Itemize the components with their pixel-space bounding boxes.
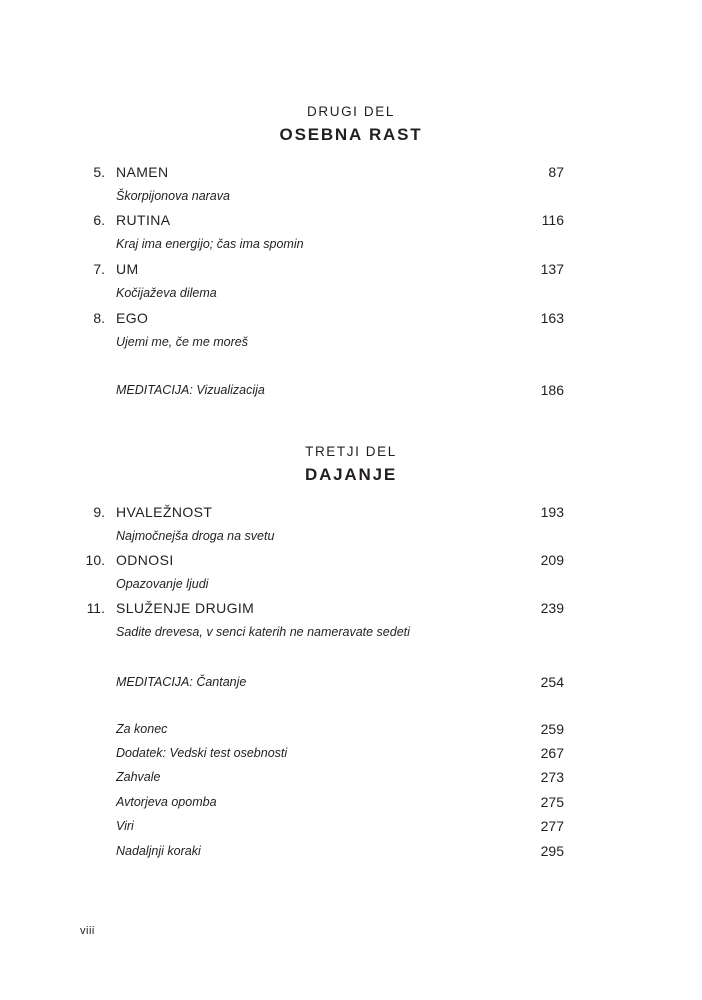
chapter-number: 6. xyxy=(93,212,105,228)
chapter-subtitle: Opazovanje ljudi xyxy=(116,577,209,591)
chapter-title[interactable]: UM xyxy=(116,261,139,277)
back-matter-title[interactable]: Viri xyxy=(116,819,134,833)
back-matter-page: 259 xyxy=(540,721,564,737)
back-matter-page: 295 xyxy=(540,843,564,859)
chapter-subtitle: Ujemi me, če me moreš xyxy=(116,335,248,349)
chapter-page: 116 xyxy=(541,212,564,228)
chapter-page: 239 xyxy=(540,600,564,616)
chapter-number: 8. xyxy=(93,310,105,326)
chapter-title[interactable]: NAMEN xyxy=(116,164,169,180)
chapter-page: 163 xyxy=(540,310,564,326)
chapter-number: 5. xyxy=(93,164,105,180)
chapter-number: 7. xyxy=(93,261,105,277)
chapter-subtitle: Škorpijonova narava xyxy=(116,189,230,203)
part-label: DRUGI DEL xyxy=(307,104,395,119)
back-matter-page: 275 xyxy=(540,794,564,810)
chapter-subtitle: Kraj ima energijo; čas ima spomin xyxy=(116,237,304,251)
chapter-subtitle: Najmočnejša droga na svetu xyxy=(116,529,275,543)
back-matter-title[interactable]: Za konec xyxy=(116,722,168,736)
back-matter-title[interactable]: Nadaljnji koraki xyxy=(116,844,201,858)
chapter-title[interactable]: ODNOSI xyxy=(116,552,174,568)
chapter-page: 193 xyxy=(540,504,564,520)
back-matter-page: 277 xyxy=(540,818,564,834)
chapter-number: 11. xyxy=(86,600,105,616)
chapter-title[interactable]: EGO xyxy=(116,310,149,326)
meditation-title[interactable]: MEDITACIJA: Čantanje xyxy=(116,675,247,689)
part-title: DAJANJE xyxy=(305,465,397,484)
chapter-number: 10. xyxy=(85,552,105,568)
part-title: OSEBNA RAST xyxy=(279,125,423,144)
part-label: TRETJI DEL xyxy=(305,444,397,459)
meditation-title[interactable]: MEDITACIJA: Vizualizacija xyxy=(116,383,265,397)
meditation-page: 186 xyxy=(540,382,564,398)
chapter-page: 137 xyxy=(540,261,564,277)
meditation-page: 254 xyxy=(540,674,564,690)
chapter-subtitle: Sadite drevesa, v senci katerih ne nameravate sedeti xyxy=(116,625,410,639)
chapter-title[interactable]: HVALEŽNOST xyxy=(116,504,213,520)
chapter-title[interactable]: SLUŽENJE DRUGIM xyxy=(116,600,255,616)
chapter-page: 209 xyxy=(540,552,564,568)
chapter-page: 87 xyxy=(548,164,564,180)
back-matter-title[interactable]: Zahvale xyxy=(116,770,161,784)
chapter-subtitle: Kočijaževa dilema xyxy=(116,286,217,300)
back-matter-title[interactable]: Dodatek: Vedski test osebnosti xyxy=(116,746,288,760)
chapter-title[interactable]: RUTINA xyxy=(116,212,171,228)
page-number: viii xyxy=(80,925,95,937)
chapter-number: 9. xyxy=(93,504,105,520)
back-matter-page: 267 xyxy=(540,745,564,761)
back-matter-title[interactable]: Avtorjeva opomba xyxy=(116,795,217,809)
back-matter-page: 273 xyxy=(540,769,564,785)
